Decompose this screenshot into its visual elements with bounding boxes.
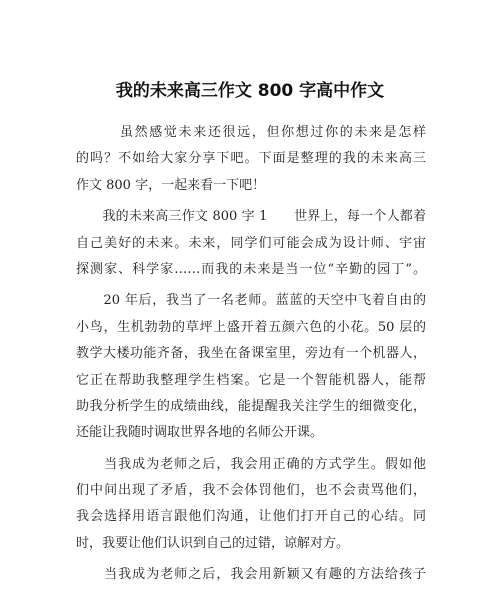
text-line: 的吗？不如给大家分享下吧。下面是整理的我的未来高三 — [76, 151, 426, 167]
text-line: 虽然感觉未来还很远，但你想过你的未来是怎样 — [76, 125, 426, 140]
text-line: 小鸟，生机勃勃的草坪上盛开着五颜六色的小花。50 层的 — [76, 319, 426, 335]
text-line: 当我成为老师之后，我会用新颖又有趣的方法给孩子 — [76, 567, 426, 583]
text-line: 当我成为老师之后，我会用正确的方式学生。假如他 — [76, 456, 426, 472]
text-line: 20 年后，我当了一名老师。蓝蓝的天空中飞着自由的 — [76, 293, 426, 309]
text-line: 它正在帮助我整理学生档案。它是一个智能机器人，能帮 — [76, 372, 426, 388]
text-line: 们中间出现了矛盾，我不会体罚他们，也不会责骂他们， — [76, 483, 426, 499]
text-line: 探测家、科学家……而我的未来是当一位“辛勤的园丁”。 — [76, 261, 426, 277]
text-line: 教学大楼功能齐备，我坐在备课室里，旁边有一个机器人， — [76, 346, 426, 362]
text-line: 助我分析学生的成绩曲线，能提醒我关注学生的细微变化， — [76, 398, 426, 414]
document-body — [76, 120, 426, 589]
text-line: 时，我要让他们认识到自己的过错，谅解对方。 — [76, 535, 350, 551]
text-line: 还能让我随时调取世界各地的名师公开课。 — [76, 425, 324, 441]
text-line: 我的未来高三作文 800 字 1 世界上，每一个人都着 — [76, 209, 426, 225]
text-line: 作文 800 字，一起来看一下吧！ — [76, 177, 266, 193]
text-line: 自己美好的未来。未来，同学们可能会成为设计师、宇宙 — [76, 235, 426, 251]
text-line: 我会选择用语言跟他们沟通，让他们打开自己的心结。同 — [76, 509, 426, 525]
document-title: 我的未来高三作文 800 字高中作文 — [115, 81, 385, 101]
